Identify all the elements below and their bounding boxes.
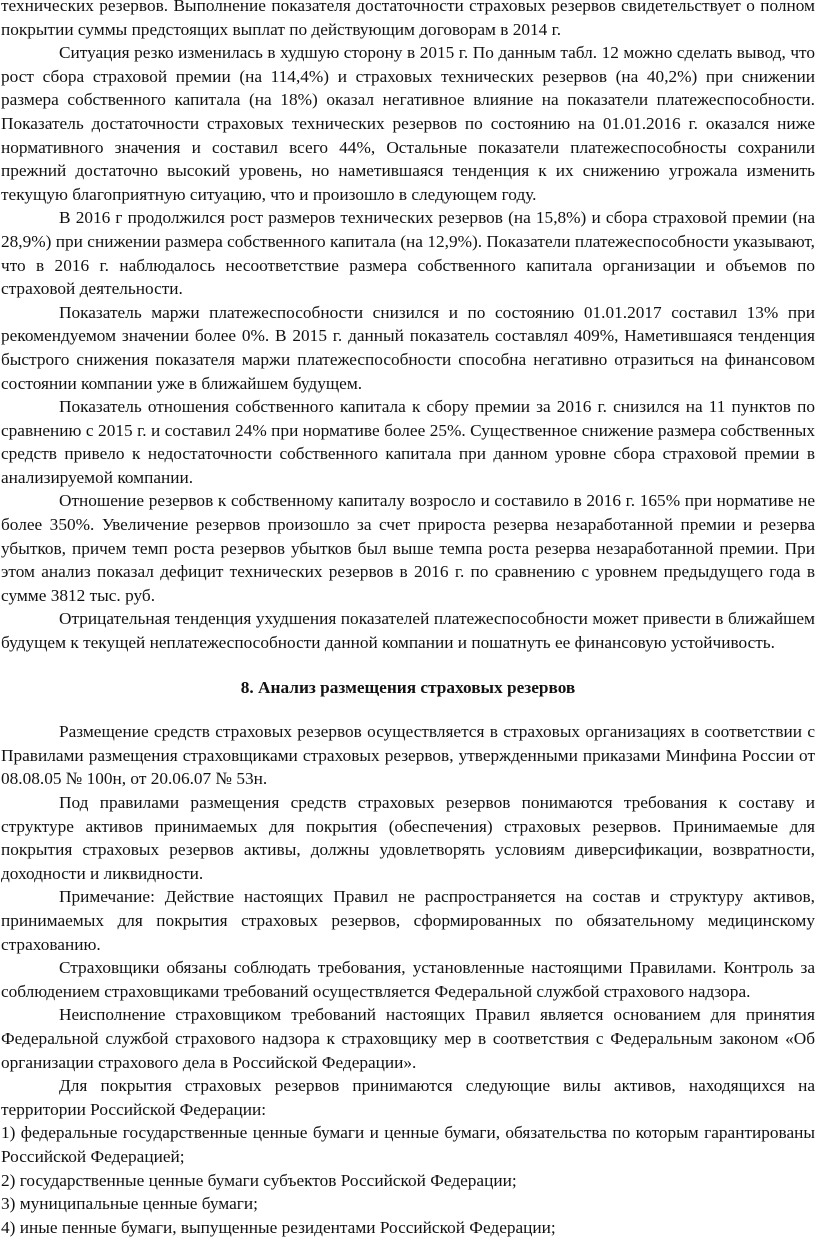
paragraph-reserves-ratio: Отношение резервов к собственному капиталу возросло и составило в 2016 г. 165% при нормативе не более 350%. Увеличение резервов произошло за счет прироста резерва незаработанной премии и резерва убытков, причем темп роста резервов убытков был выше темпа роста резерва незаработанной премии. При этом анализ показал дефицит технических резервов в 2016 г. по сравнению с уровнем предыдущего года в сумме 3812 тыс. руб. [1,491,815,605]
paragraph-placement-rules: Размещение средств страховых резервов осуществляется в страховых организациях в соответствии с Правилами размещения страховщиками страховых резервов, утвержденными приказами Минфина России от 08.08.05 № 100н, от 20.06.07 № 53н. [1,722,815,789]
list-item: 3) муниципальные ценные бумаги; [1,1194,258,1214]
paragraph-negative-trend: Отрицательная тенденция ухудшения показателей платежеспособности может привести в ближайшем будущем к текущей неплатежеспособности данной компании и пошатнуть ее финансовую устойчивость. [1,609,815,653]
paragraph-obligations: Страховщики обязаны соблюдать требования, установленные настоящими Правилами. Контроль за соблюдением страховщиками требований осуществляется Федеральной службой страхового надзора. [1,958,815,1001]
section-heading: 8. Анализ размещения страховых резервов [240,677,576,697]
list-item: 4) иные пенные бумаги, выпущенные резидентами Российской Федерации; [1,1217,556,1237]
paragraph-2015-situation: Ситуация резко изменилась в худшую сторону в 2015 г. По данным табл. 12 можно сделать вывод, что рост сбора страховой премии (на 114,4%) и страховых технических резервов (на 40,2%) при снижении размера собственного капитала (на 18%) оказал негативное влияние на показатели платежеспособности. Показатель достаточности страховых технических резервов по состоянию на 01.01.2016 г. оказался ниже нормативного значения и составил всего 44%, Остальные показатели платежеспособносты сохранили прежний достаточно высокий уровень, но наметившаяся тенденция к их снижению угрожала изменить текущую благоприятную ситуацию, что и произошло в следующем году. [1,43,815,204]
paragraph-reserves-sufficiency: технических резервов. Выполнение показателя достаточности страховых резервов свидетельствует о полном покрытии суммы предстоящих выплат по действующим договорам в 2014 г. [1,0,815,39]
list-item: 1) федеральные государственные ценные бумаги и ценные бумаги, обязательства по которым гарантированы Российской Федерацией; [1,1123,815,1166]
paragraph-note: Примечание: Действие настоящих Правил не распространяется на состав и структуру активов, принимаемых для покрытия страховых резервов, сформированных по обязательному медицинскому страхованию. [1,887,815,954]
paragraph-solvency-margin: Показатель маржи платежеспособности снизился и по состоянию 01.01.2017 составил 13% при рекомендуемом значении более 0%. В 2015 г. данный показатель составлял 409%, Наметившаяся тенденция быстрого снижения показателя маржи платежеспособности способна негативно отразиться на финансовом состоянии компании уже в ближайшем будущем. [1,302,815,393]
paragraph-noncompliance: Неисполнение страховщиком требований настоящих Правил является основанием для принятия Федеральной службой страхового надзора к страховщику мер в соответствия с Федеральным законом «Об организации страхового дела в Российской Федерации». [1,1005,815,1072]
paragraph-placement-definition: Под правилами размещения средств страховых резервов понимаются требования к составу и структуре активов принимаемых для покрытия (обеспечения) страховых резервов. Принимаемые для покрытия страховых резервов активы, должны удовлетворять условиям диверсификации, возвратности, доходности и ликвидности. [1,793,815,883]
paragraph-asset-types-intro: Для покрытия страховых резервов принимаются следующие вилы активов, находящихся на территории Российской Федерации: [1,1076,815,1119]
list-item: 2) государственные ценные бумаги субъектов Российской Федерации; [1,1170,517,1190]
paragraph-capital-ratio: Показатель отношения собственного капитала к сбору премии за 2016 г. снизился на 11 пунктов по сравнению с 2015 г. и составил 24% при нормативе более 25%. Существенное снижение размера собственных средств привело к недостаточности собственного капитала при данном уровне сбора страховой премии в анализируемой компании. [1,397,815,487]
paragraph-2016-growth: В 2016 г продолжился рост размеров технических резервов (на 15,8%) и сбора страховой премии (на 28,9%) при снижении размера собственного капитала (на 12,9%). Показатели платежеспособности указывают, что в 2016 г. наблюдалось несоответствие размера собственного капитала организации и объемов по страховой деятельности. [1,208,815,299]
